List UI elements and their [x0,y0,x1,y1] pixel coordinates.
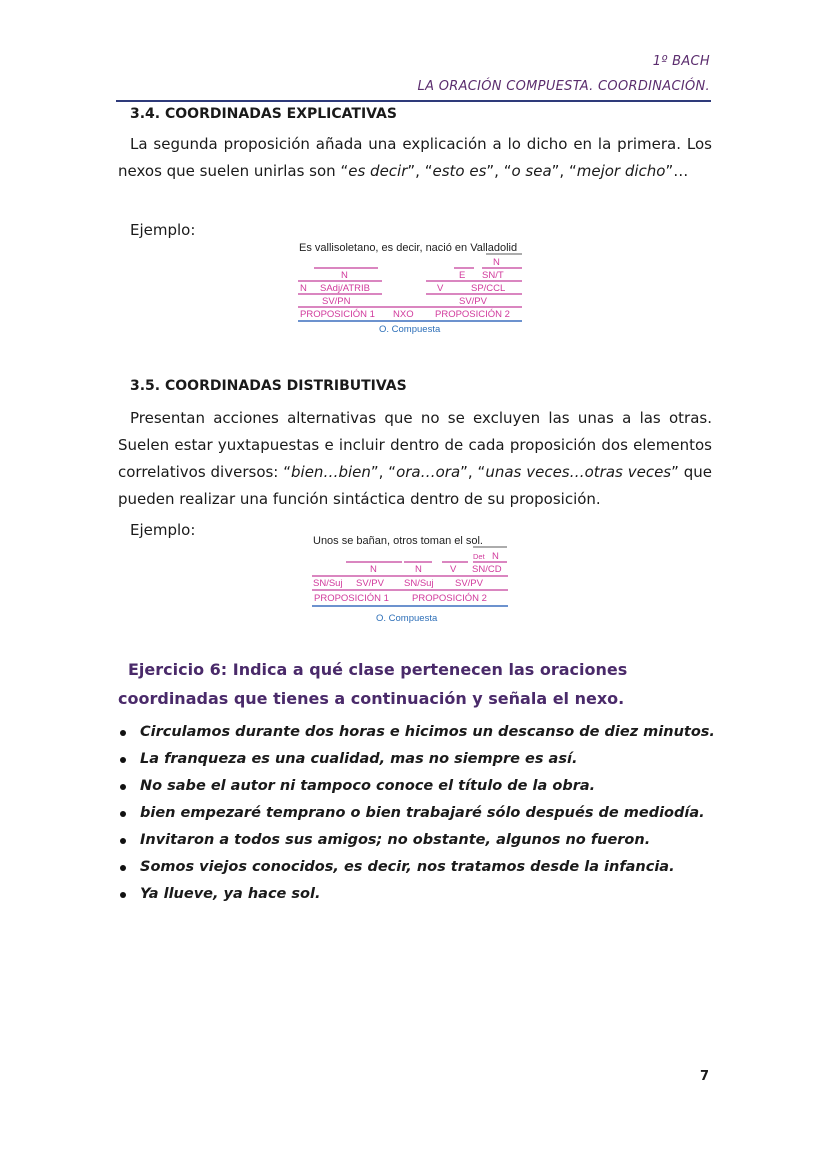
exercise-item: La franqueza es una cualidad, mas no siempre es así. [118,746,718,773]
label-proposicion-2: PROPOSICIÓN 2 [412,593,487,604]
label-sv-pn: SV/PN [322,296,351,307]
label-sadj: SAdj/ATRIB [320,283,370,294]
example-label-distributivas: Ejemplo: [130,521,196,539]
header-course: 1º BACH [652,54,710,69]
label-sn-t: SN/T [482,270,504,281]
explicativas-sentence-2: Los nexos que suelen unirlas son “es decir”, “esto es”, “o sea”, “mejor dicho”… [118,135,712,180]
label-v: V [450,564,457,575]
correlativo-bien-bien: bien…bien [291,463,371,481]
header-rule [116,100,711,102]
nexo-esto-es: esto es [432,162,487,180]
label-n-left: N [341,270,348,281]
label-proposicion-1: PROPOSICIÓN 1 [300,309,375,320]
exercise-item: No sabe el autor ni tampoco conoce el título de la obra. [118,773,718,800]
label-v: V [437,283,444,294]
exercise-list [118,719,718,908]
nexo-o-sea: o sea [511,162,552,180]
nexo-mejor-dicho: mejor dicho [576,162,666,180]
exercise-item: Ya llueve, ya hace sol. [118,881,718,908]
label-sv-pv-1: SV/PV [356,578,384,589]
label-proposicion-1: PROPOSICIÓN 1 [314,593,389,604]
exercise-item: Somos viejos conocidos, es decir, nos tratamos desde la infancia. [118,854,718,881]
explicativas-sentence-1: La segunda proposición añada una explicación a lo dicho en la primera. [130,135,682,153]
label-n1: N [370,564,377,575]
syntax-diagram-explicativas [296,238,536,338]
label-n-top: N [492,551,499,562]
exercise-title: Ejercicio 6: Indica a qué clase pertenecen las oraciones coordinadas que tienes a continuación y señala el nexo. [118,660,628,708]
bullet-icon [120,865,126,871]
section-heading-explicativas: 3.4. COORDINADAS EXPLICATIVAS [130,106,397,122]
label-sp-ccl: SP/CCL [471,283,506,294]
exercise-item: Circulamos durante dos horas e hicimos un descanso de diez minutos. [118,719,718,746]
label-det: Det [473,552,485,561]
nexo-es-decir: es decir [348,162,408,180]
label-sv-pv-2: SV/PV [455,578,483,589]
correlativo-unas-veces: unas veces…otras veces [485,463,672,481]
label-o-compuesta: O. Compuesta [379,324,441,335]
label-nxo: NXO [393,309,414,320]
section-heading-distributivas: 3.5. COORDINADAS DISTRIBUTIVAS [130,378,407,394]
label-e: E [459,270,466,281]
bullet-icon [120,811,126,817]
example-label-explicativas: Ejemplo: [130,221,196,239]
correlativo-ora-ora: ora…ora [396,463,461,481]
label-sn-suj-1: SN/Suj [313,578,343,589]
bullet-icon [120,892,126,898]
bullet-icon [120,784,126,790]
label-o-compuesta: O. Compuesta [376,613,438,624]
exercise-item: bien empezaré temprano o bien trabajaré sólo después de mediodía. [118,800,718,827]
diagram-sentence: Unos se bañan, otros toman el sol. [313,535,483,547]
syntax-diagram-distributivas [310,530,526,630]
label-sv-pv: SV/PV [459,296,487,307]
bullet-icon [120,757,126,763]
label-sn-suj-2: SN/Suj [404,578,434,589]
header-title: LA ORACIÓN COMPUESTA. COORDINACIÓN. [417,79,710,94]
label-n-top: N [493,257,500,268]
label-n2: N [300,283,307,294]
bullet-icon [120,730,126,736]
paragraph-explicativas [118,131,712,185]
label-n2: N [415,564,422,575]
diagram-sentence: Es vallisoletano, es decir, nació en Valladolid [299,242,518,254]
exercise-item: Invitaron a todos sus amigos; no obstante, algunos no fueron. [118,827,718,854]
page-number: 7 [700,1069,710,1084]
paragraph-distributivas: Presentan acciones alternativas que no se excluyen las unas a las otras. Suelen estar yuxtapuestas e incluir dentro de cada proposición dos elementos correlativos diversos: “bien…bien”, “ora…ora”, “unas veces…otras veces” que pueden realizar una función sintáctica dentro de su proposición. [118,409,713,508]
label-proposicion-2: PROPOSICIÓN 2 [435,309,510,320]
bullet-icon [120,838,126,844]
label-sn-cd: SN/CD [472,564,502,575]
